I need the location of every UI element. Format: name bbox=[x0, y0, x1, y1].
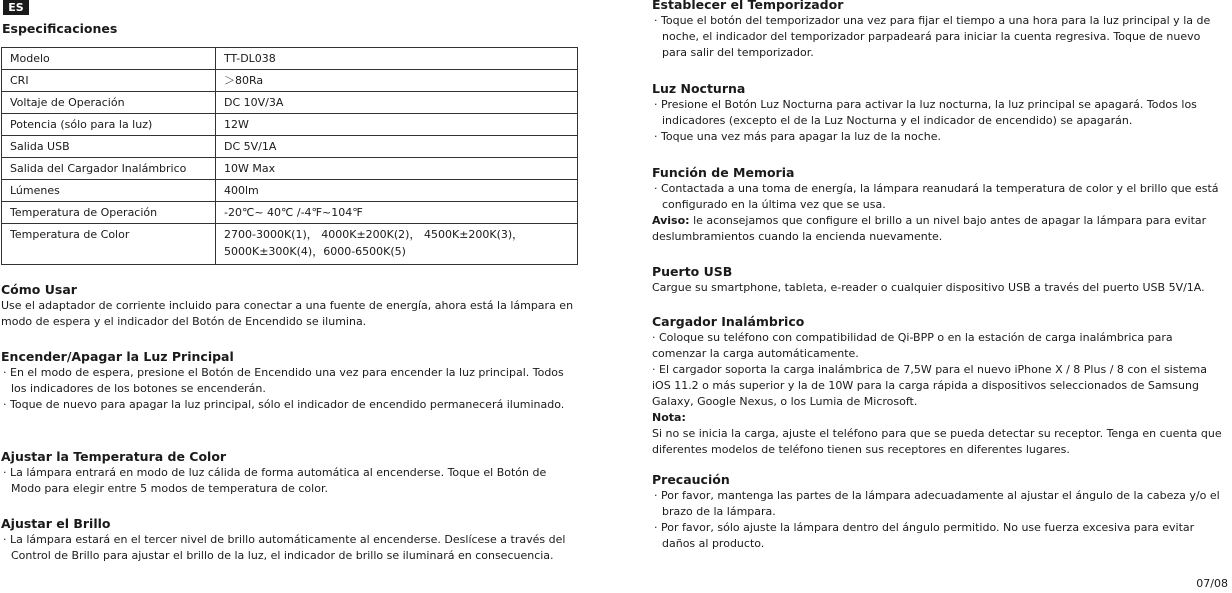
list-item: · Por favor, mantenga las partes de la lámpara adecuadamente al ajustar el ángulo de la cabeza y/o el brazo de la lámpara. bbox=[654, 489, 1220, 518]
section-text: Use el adaptador de corriente incluido para conectar a una fuente de energía, ahora está la lámpara en modo de espera y el indicador del Botón de Encendido se ilumina. bbox=[1, 299, 574, 328]
table-row: Voltaje de Operación DC 10V/3A bbox=[2, 92, 578, 114]
section-title: Encender/Apagar la Luz Principal bbox=[1, 349, 234, 364]
section-title: Cargador Inalámbrico bbox=[652, 314, 805, 329]
list-item: · Toque de nuevo para apagar la luz principal, sólo el indicador de encendido permanecerá iluminado. bbox=[3, 398, 565, 411]
list-item: · El cargador soporta la carga inalámbrica de 7,5W para el nuevo iPhone X / 8 Plus / 8 con el sistema iOS 11.2 o más superior y la de 10W para la carga rápida a dispositivos seleccionados de Samsung Galaxy, Google Nexus, o los Lumia de Microsoft. bbox=[652, 363, 1208, 408]
section-title: Ajustar la Temperatura de Color bbox=[1, 449, 227, 464]
memoria-section bbox=[652, 165, 1228, 245]
temp-color-section bbox=[1, 449, 576, 497]
section-title: Luz Nocturna bbox=[652, 81, 746, 96]
table-row: Modelo TT-DL038 bbox=[2, 48, 578, 70]
nota-label: Nota: bbox=[652, 411, 686, 424]
table-row: Potencia (sólo para la luz) 12W bbox=[2, 114, 578, 136]
list-item: · La lámpara estará en el tercer nivel de brillo automáticamente al encenderse. Deslícese a través del Control de Brillo para ajustar el brillo de la luz, el indicador de brillo se iluminará en consecuencia. bbox=[3, 533, 566, 562]
table-row: Salida del Cargador Inalámbrico 10W Max bbox=[2, 158, 578, 180]
list-item: · Toque el botón del temporizador una vez para fijar el tiempo a una hora para la luz principal y la de noche, el indicador del temporizador parpadeará para iniciar la cuenta regresiva. Toque de nuevo para salir del temporizador. bbox=[654, 14, 1211, 59]
section-text: Cargue su smartphone, tableta, e-reader o cualquier dispositivo USB a través del puerto USB 5V/1A. bbox=[652, 281, 1205, 294]
table-row: Salida USB DC 5V/1A bbox=[2, 136, 578, 158]
table-row: Lúmenes 400lm bbox=[2, 180, 578, 202]
list-item: · Coloque su teléfono con compatibilidad de Qi-BPP o en la estación de carga inalámbrica para comenzar la carga automáticamente. bbox=[652, 331, 1173, 360]
list-item: · Contactada a una toma de energía, la lámpara reanudará la temperatura de color y el brillo que está configurado en la última vez que se usa. bbox=[654, 182, 1219, 211]
list-item: · Por favor, sólo ajuste la lámpara dentro del ángulo permitido. No use fuerza excesiva para evitar daños al producto. bbox=[654, 521, 1195, 550]
list-item: · Toque una vez más para apagar la luz de la noche. bbox=[654, 130, 942, 143]
nota-text: Si no se inicia la carga, ajuste el teléfono para que se pueda detectar su receptor. Tenga en cuenta que diferentes modelos de teléfono tienen sus receptores en diferentes lugares. bbox=[652, 427, 1222, 456]
list-item: · En el modo de espera, presione el Botón de Encendido una vez para encender la luz principal. Todos los indicadores de los botones se encenderán. bbox=[3, 366, 564, 395]
section-title: Ajustar el Brillo bbox=[1, 516, 111, 531]
table-row: CRI ＞80Ra bbox=[2, 70, 578, 92]
specs-title: Especificaciones bbox=[2, 21, 118, 36]
section-title: Función de Memoria bbox=[652, 165, 795, 180]
temporizador-section bbox=[652, 0, 1228, 61]
como-usar-section bbox=[1, 282, 576, 330]
page-number: 07/08 bbox=[1196, 577, 1228, 590]
section-title: Puerto USB bbox=[652, 264, 733, 279]
usb-section bbox=[652, 264, 1230, 296]
list-item: · La lámpara entrará en modo de luz cálida de forma automática al encenderse. Toque el Botón de Modo para elegir entre 5 modos de temperatura de color. bbox=[3, 466, 547, 495]
brillo-section bbox=[1, 516, 576, 564]
list-item: · Presione el Botón Luz Nocturna para activar la luz nocturna, la luz principal se apagará. Todos los indicadores (excepto el de la Luz Nocturna y el indicador de encendido) se apagarán. bbox=[654, 98, 1197, 127]
specs-table bbox=[1, 47, 578, 265]
table-row: Temperatura de Operación -20℃~ 40℃ /-4℉~104℉ bbox=[2, 202, 578, 224]
section-title: Establecer el Temporizador bbox=[652, 0, 844, 12]
aviso-note: Aviso: le aconsejamos que configure el brillo a un nivel bajo antes de apagar la lámpara para evitar deslumbramientos cuando la encienda nuevamente. bbox=[652, 214, 1207, 243]
section-title: Cómo Usar bbox=[1, 282, 77, 297]
nocturna-section bbox=[652, 81, 1228, 145]
language-badge: ES bbox=[3, 0, 29, 15]
section-title: Precaución bbox=[652, 472, 730, 487]
table-row: Temperatura de Color 2700-3000K(1)， 4000K±200K(2)， 4500K±200K(3)， 5000K±300K(4)，6000-6500K(5) bbox=[2, 224, 578, 265]
encender-section bbox=[1, 349, 576, 413]
precaucion-section bbox=[652, 472, 1228, 552]
inalambrico-section bbox=[652, 314, 1228, 458]
